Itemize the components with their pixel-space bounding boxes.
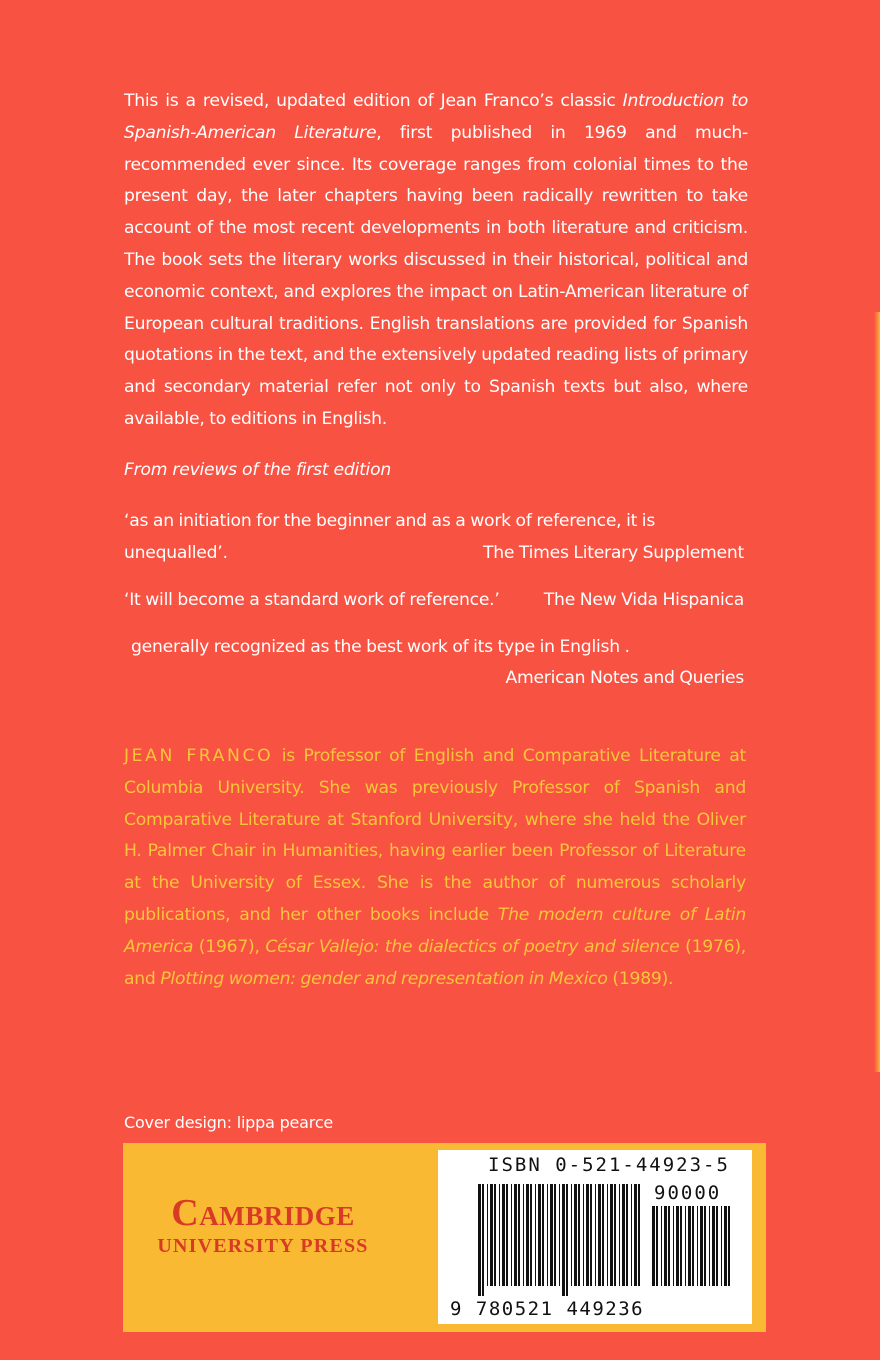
barcode-bar — [530, 1184, 532, 1286]
barcode-bar — [614, 1184, 616, 1286]
barcode-bar — [685, 1206, 686, 1286]
barcode-bar — [523, 1184, 524, 1286]
barcode-bar — [478, 1184, 481, 1296]
publisher-name: Cambridge — [171, 1192, 355, 1234]
barcode-bar — [538, 1184, 541, 1286]
barcode-bar — [631, 1184, 632, 1286]
bio-text: (1989). — [607, 968, 674, 989]
book-title: The modern culture of Latin America — [124, 904, 746, 957]
blurb-text-cont: , first published in 1969 and much-recommended ever since. Its coverage ranges from colonial times to the present day, the later chapters having been radically rewritten to take account of the most recent developments in both literature and criticism. The book sets the literary works discussed in their historical, political and economic context, and explores the impact on Latin-American literature of European cultural traditions. English translations are provided for Spanish quotations in the text, and the extensively updated reading lists of primary and secondary material refer not only to Spanish texts but also, where available, to editions in English. — [124, 122, 748, 429]
barcode-bar — [559, 1184, 560, 1286]
barcode-bar — [547, 1184, 548, 1286]
barcode-bar — [494, 1184, 496, 1286]
isbn-text: ISBN 0-521-44923-5 — [488, 1154, 730, 1176]
barcode-bar — [724, 1206, 727, 1286]
barcode-bar — [634, 1184, 637, 1286]
publisher-subtitle: UNIVERSITY PRESS — [157, 1235, 369, 1257]
barcode-bar — [626, 1184, 628, 1286]
barcode-bar — [700, 1206, 703, 1286]
barcode-bar — [499, 1184, 500, 1286]
book-title: Plotting women: gender and representation in Mexico — [160, 968, 608, 989]
barcode-bar — [550, 1184, 553, 1286]
ean-number: 9 780521 449236 — [450, 1298, 645, 1320]
barcode-bar — [692, 1206, 694, 1286]
author-bio — [124, 741, 746, 995]
review-source: The Times Literary Supplement — [482, 543, 744, 563]
barcode-bar — [566, 1184, 568, 1296]
cover-credit: Cover design: lippa pearce — [124, 1113, 334, 1132]
barcode-bar — [526, 1184, 529, 1286]
bio-text: is Professor of English and Comparative Literature at Columbia University. She was previously Professor of Spanish and Comparative Literature at Stanford University, where she held the Oliver H. Palmer Chair in Humanities, having earlier been Professor of Literature at the University of Essex. She is the author of numerous scholarly publications, and her other books include — [124, 746, 746, 925]
cover-edge-stripe — [874, 312, 880, 1072]
barcode-bar — [578, 1184, 580, 1286]
barcode-bar — [490, 1184, 493, 1286]
barcode-bar — [668, 1206, 670, 1286]
barcode-bar — [664, 1206, 667, 1286]
barcode-bar — [590, 1184, 592, 1286]
barcode-bar — [602, 1184, 604, 1286]
review-source: The New Vida Hispanica — [543, 590, 744, 610]
barcode-bar — [661, 1206, 662, 1286]
bio-text: (1967), — [193, 936, 266, 957]
barcode-bar — [487, 1184, 488, 1286]
barcode-bar — [607, 1184, 608, 1286]
barcode-bar — [482, 1184, 484, 1296]
reviews-heading: From reviews of the first edition — [124, 460, 391, 480]
blurb-text: This is a revised, updated edition of Jean Franco’s classic — [124, 91, 623, 111]
barcode-bar — [595, 1184, 596, 1286]
barcode-bar — [518, 1184, 520, 1286]
barcode-bar — [542, 1184, 544, 1286]
barcode-bar — [652, 1206, 655, 1286]
barcode-bar — [622, 1184, 625, 1286]
review-quote: generally recognized as the best work of its type in English . — [131, 637, 630, 657]
barcode-bar — [598, 1184, 601, 1286]
barcode-bar — [680, 1206, 682, 1286]
barcode-bar — [502, 1184, 505, 1286]
barcode-bar — [697, 1206, 698, 1286]
barcode-label — [438, 1150, 752, 1324]
barcode-bar — [554, 1184, 556, 1286]
barcode-bar — [728, 1206, 730, 1286]
barcode-bar — [676, 1206, 679, 1286]
ean-barcode-icon — [478, 1184, 644, 1296]
review-quote: ‘It will become a standard work of reference.’ — [124, 590, 500, 610]
review-quote-cont: unequalled’. — [124, 543, 228, 563]
barcode-bar — [619, 1184, 620, 1286]
barcode-bar — [721, 1206, 722, 1286]
barcode-bar — [709, 1206, 710, 1286]
barcode-bar — [511, 1184, 512, 1286]
barcode-bar — [514, 1184, 517, 1286]
barcode-bar — [535, 1184, 536, 1286]
addon-barcode-icon — [652, 1206, 734, 1296]
barcode-bar — [673, 1206, 674, 1286]
barcode-bar — [562, 1184, 565, 1296]
barcode-bar — [638, 1184, 640, 1286]
barcode-bar — [704, 1206, 706, 1286]
barcode-bar — [574, 1184, 577, 1286]
publisher-logo — [140, 1193, 386, 1257]
book-title: César Vallejo: the dialectics of poetry and silence — [265, 936, 680, 957]
barcode-bar — [583, 1184, 584, 1286]
barcode-bar — [712, 1206, 715, 1286]
barcode-bar — [586, 1184, 589, 1286]
book-title: Introduction to Spanish-American Literature — [124, 91, 748, 143]
author-name: JEAN FRANCO — [124, 746, 274, 766]
barcode-bar — [716, 1206, 718, 1286]
review-source: American Notes and Queries — [505, 668, 744, 688]
barcode-bar — [688, 1206, 691, 1286]
barcode-bar — [656, 1206, 658, 1286]
bio-text: (1976), and — [124, 936, 746, 989]
barcode-bar — [610, 1184, 613, 1286]
price-code: 90000 — [654, 1182, 722, 1204]
barcode-bar — [506, 1184, 508, 1286]
blurb-paragraph — [124, 86, 748, 436]
barcode-bar — [571, 1184, 572, 1286]
review-quote: ‘as an initiation for the beginner and as a work of reference, it is — [124, 511, 656, 531]
